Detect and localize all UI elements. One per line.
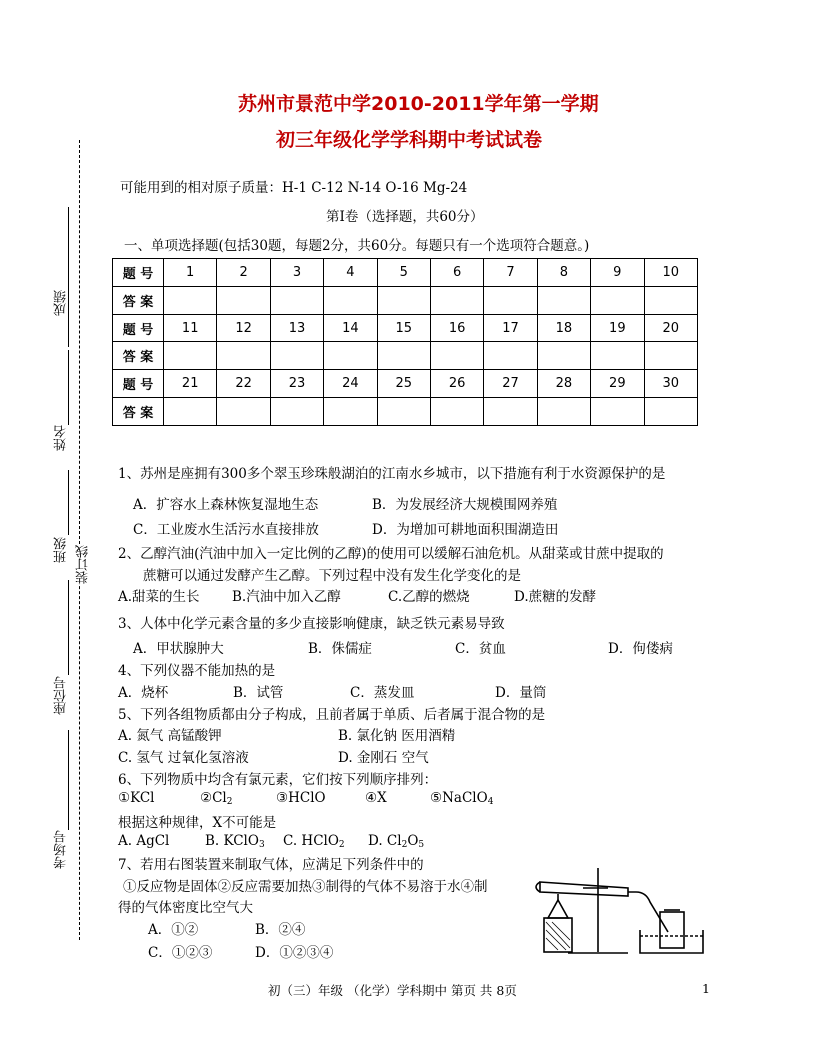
q1-option-a: A．扩容水上森林恢复湿地生态	[133, 497, 319, 513]
seat-line	[68, 580, 69, 675]
q7-stem: 7、若用右图装置来制取气体，应满足下列条件中的	[118, 857, 424, 873]
answer-cell[interactable]	[591, 398, 644, 426]
question-number: 13	[270, 314, 323, 342]
answer-cell[interactable]	[484, 342, 537, 370]
q5-option-d: D. 金刚石 空气	[338, 750, 429, 766]
q7-option-c: C．①②③	[148, 945, 213, 961]
q4-option-c: C．蒸发皿	[350, 685, 415, 701]
question-number: 6	[430, 259, 483, 287]
answer-cell[interactable]	[377, 286, 430, 314]
binding-line-label: 装订线	[76, 545, 91, 584]
question-number: 27	[484, 370, 537, 398]
q3-option-c: C．贫血	[455, 641, 506, 657]
answer-cell[interactable]	[164, 398, 217, 426]
answer-row	[113, 342, 698, 370]
answer-label: 答 案	[113, 286, 164, 314]
q7-condition-line-2: 得的气体密度比空气大	[118, 900, 253, 916]
seat-label: 座位号	[54, 676, 69, 715]
answer-label: 答 案	[113, 342, 164, 370]
q7-option-b: B．②④	[255, 922, 306, 938]
question-number: 23	[270, 370, 323, 398]
answer-cell[interactable]	[484, 286, 537, 314]
question-number: 24	[324, 370, 377, 398]
answer-cell[interactable]	[324, 342, 377, 370]
question-number: 2	[217, 259, 270, 287]
volume-title: 第Ⅰ卷（选择题，共60分）	[326, 209, 484, 225]
answer-cell[interactable]	[164, 286, 217, 314]
q7-option-d: D．①②③④	[255, 945, 334, 961]
question-number: 12	[217, 314, 270, 342]
q1-option-d: D．为增加可耕地面积围湖造田	[372, 522, 559, 538]
q3-option-b: B．侏儒症	[308, 641, 372, 657]
q6-item-5: ⑤NaClO$_4$	[430, 790, 494, 807]
question-number: 11	[164, 314, 217, 342]
class-line	[68, 470, 69, 535]
question-label: 题 号	[113, 314, 164, 342]
q2-stem-line-1: 2、乙醇汽油(汽油中加入一定比例的乙醇)的使用可以缓解石油危机。从甜菜或甘蔗中提取的	[118, 546, 664, 562]
q6-option-b: B. KClO$_3$	[205, 833, 265, 850]
question-number: 9	[591, 259, 644, 287]
question-number: 25	[377, 370, 430, 398]
q7-option-a: A．①②	[148, 922, 199, 938]
question-number: 8	[537, 259, 590, 287]
q4-option-d: D．量筒	[495, 685, 547, 701]
question-number: 1	[164, 259, 217, 287]
q5-option-a: A. 氮气 高锰酸钾	[118, 728, 222, 744]
question-number: 10	[644, 259, 697, 287]
question-number: 30	[644, 370, 697, 398]
question-number: 18	[537, 314, 590, 342]
q2-stem-line-2: 蔗糖可以通过发酵产生乙醇。下列过程中没有发生化学变化的是	[143, 568, 521, 584]
question-number: 7	[484, 259, 537, 287]
page-number: 1	[702, 981, 710, 996]
question-number: 4	[324, 259, 377, 287]
q3-stem: 3、人体中化学元素含量的多少直接影响健康，缺乏铁元素易导致	[118, 616, 505, 632]
question-number: 20	[644, 314, 697, 342]
question-number: 17	[484, 314, 537, 342]
question-number-row	[113, 314, 698, 342]
q2-option-a: A.甜菜的生长	[118, 589, 200, 605]
q1-option-c: C．工业废水生活污水直接排放	[133, 522, 319, 538]
question-number-row	[113, 370, 698, 398]
q7-condition-line-1: ①反应物是固体②反应需要加热③制得的气体不易溶于水④制	[123, 879, 488, 895]
q6-item-4: ④X	[365, 790, 387, 806]
class-label: 班级	[54, 537, 69, 563]
atomic-masses: 可能用到的相对原子质量：H-1 C-12 N-14 O-16 Mg-24	[120, 180, 468, 196]
q6-item-1: ①KCl	[118, 790, 155, 806]
q4-stem: 4、下列仪器不能加热的是	[118, 663, 276, 679]
q2-option-b: B.汽油中加入乙醇	[232, 589, 341, 605]
answer-cell[interactable]	[591, 286, 644, 314]
answer-cell[interactable]	[270, 342, 323, 370]
binding-dashed-line	[79, 140, 80, 940]
q1-stem: 1、苏州是座拥有300多个翠玉珍珠般湖泊的江南水乡城市，以下措施有利于水资源保护的是	[118, 466, 666, 482]
name-label: 姓名	[54, 425, 69, 451]
answer-cell[interactable]	[537, 286, 590, 314]
score-line	[68, 207, 69, 347]
q3-option-a: A．甲状腺肿大	[133, 641, 224, 657]
q5-option-b: B. 氯化钠 医用酒精	[338, 728, 456, 744]
question-number: 28	[537, 370, 590, 398]
section-title: 一、单项选择题(包括30题，每题2分，共60分。每题只有一个选项符合题意。)	[124, 238, 590, 254]
question-number-row	[113, 259, 698, 287]
question-number: 26	[430, 370, 483, 398]
exam-room-label: 考场号	[54, 830, 69, 869]
answer-cell[interactable]	[217, 398, 270, 426]
q6-option-c: C. HClO$_2$	[283, 833, 345, 850]
answer-cell[interactable]	[591, 342, 644, 370]
question-number: 3	[270, 259, 323, 287]
answer-cell[interactable]	[270, 286, 323, 314]
q6-item-3: ③HClO	[276, 790, 326, 806]
question-number: 16	[430, 314, 483, 342]
answer-cell[interactable]	[430, 286, 483, 314]
q2-option-c: C.乙醇的燃烧	[388, 589, 470, 605]
question-label: 题 号	[113, 370, 164, 398]
answer-cell[interactable]	[217, 286, 270, 314]
answer-cell[interactable]	[217, 342, 270, 370]
q6-option-d: D. $Cl_2O_5$	[368, 833, 425, 850]
question-number: 21	[164, 370, 217, 398]
answer-cell[interactable]	[644, 286, 697, 314]
gas-apparatus-figure	[528, 860, 710, 960]
q6-stem: 6、下列物质中均含有氯元素，它们按下列顺序排列：	[118, 772, 438, 788]
name-line	[68, 350, 69, 425]
footer-text: 初（三）年级 （化学）学科期中 第页 共 8页	[268, 983, 517, 998]
question-number: 15	[377, 314, 430, 342]
q5-stem: 5、下列各组物质都由分子构成，且前者属于单质、后者属于混合物的是	[118, 707, 546, 723]
q6-rule: 根据这种规律，X不可能是	[118, 815, 277, 831]
q4-option-a: A．烧杯	[118, 685, 169, 701]
answer-cell[interactable]	[484, 398, 537, 426]
q3-option-d: D．佝偻病	[608, 641, 673, 657]
answer-row	[113, 398, 698, 426]
answer-row	[113, 286, 698, 314]
answer-cell[interactable]	[270, 398, 323, 426]
answer-cell[interactable]	[537, 398, 590, 426]
question-label: 题 号	[113, 259, 164, 287]
score-label: 成绩	[54, 290, 69, 316]
question-number: 5	[377, 259, 430, 287]
answer-label: 答 案	[113, 398, 164, 426]
answer-cell[interactable]	[537, 342, 590, 370]
question-number: 22	[217, 370, 270, 398]
exam-room-line	[68, 730, 69, 830]
answer-cell[interactable]	[324, 286, 377, 314]
answer-cell[interactable]	[430, 342, 483, 370]
answer-cell[interactable]	[164, 342, 217, 370]
question-number: 29	[591, 370, 644, 398]
q4-option-b: B．试管	[233, 685, 284, 701]
q5-option-c: C. 氢气 过氧化氢溶液	[118, 750, 249, 766]
title-line-2: 初三年级化学学科期中考试试卷	[276, 129, 543, 151]
title-line-1: 苏州市景范中学2010-2011学年第一学期	[238, 93, 599, 115]
answer-table	[112, 258, 698, 426]
question-number: 14	[324, 314, 377, 342]
answer-cell[interactable]	[430, 398, 483, 426]
q1-option-b: B．为发展经济大规模围网养殖	[372, 497, 558, 513]
answer-cell[interactable]	[644, 342, 697, 370]
q6-item-2: $②Cl_2$	[200, 790, 233, 807]
q6-option-a: A. AgCl	[118, 833, 170, 849]
question-number: 19	[591, 314, 644, 342]
answer-cell[interactable]	[644, 398, 697, 426]
answer-cell[interactable]	[377, 398, 430, 426]
answer-cell[interactable]	[324, 398, 377, 426]
answer-cell[interactable]	[377, 342, 430, 370]
q2-option-d: D.蔗糖的发酵	[514, 589, 597, 605]
